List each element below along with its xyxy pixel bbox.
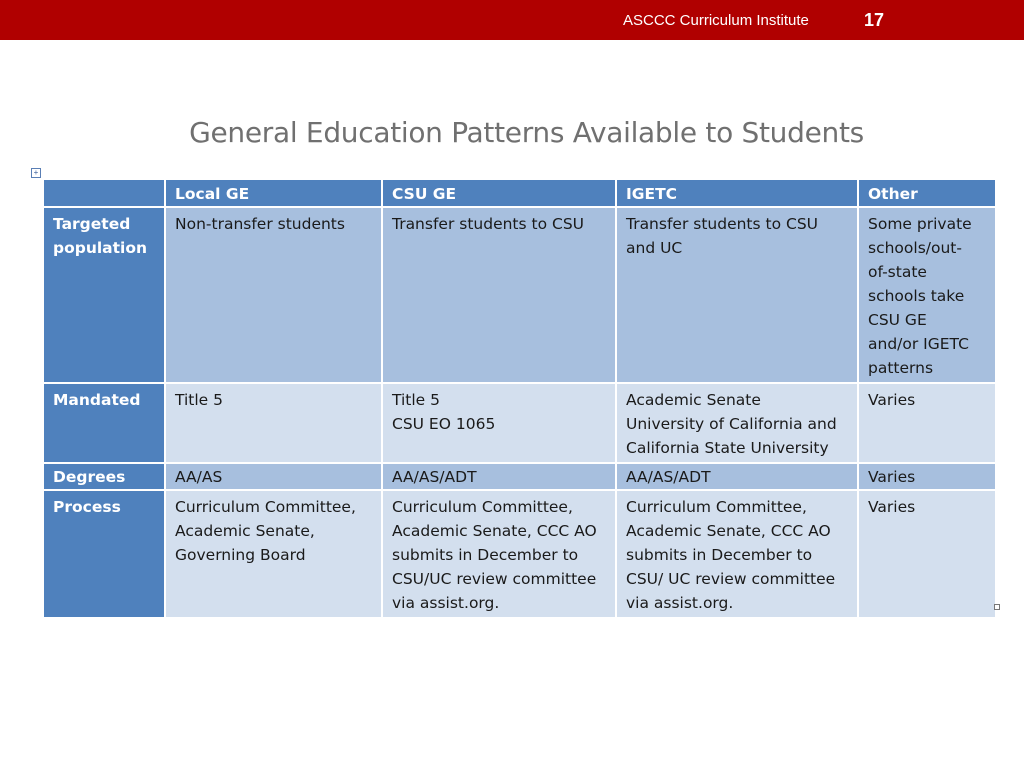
column-header: Other	[858, 179, 996, 207]
table-cell: Title 5 CSU EO 1065	[382, 383, 616, 463]
move-icon[interactable]: +	[31, 168, 41, 178]
row-header: Degrees	[43, 463, 165, 490]
row-header: Targeted population	[43, 207, 165, 383]
table-cell: Curriculum Committee, Academic Senate, CCC AO submits in December to CSU/UC review committee via assist.org.	[382, 490, 616, 618]
table-row	[43, 463, 996, 490]
row-header: Process	[43, 490, 165, 618]
page-number: 17	[864, 10, 885, 30]
table-cell: Title 5	[165, 383, 382, 463]
column-header	[43, 179, 165, 207]
table-cell: Curriculum Committee, Academic Senate, Governing Board	[165, 490, 382, 618]
table-cell: Transfer students to CSU and UC	[616, 207, 858, 383]
resize-icon[interactable]	[994, 604, 1000, 610]
institute-name: ASCCC Curriculum Institute	[623, 12, 809, 29]
header-bar	[0, 0, 1024, 40]
table-cell: Transfer students to CSU	[382, 207, 616, 383]
table-cell: Varies	[858, 383, 996, 463]
column-header: Local GE	[165, 179, 382, 207]
table-cell: AA/AS	[165, 463, 382, 490]
table-cell: Academic Senate University of California and California State University	[616, 383, 858, 463]
table-row	[43, 383, 996, 463]
ge-patterns-table	[42, 178, 997, 619]
table-cell: Non-transfer students	[165, 207, 382, 383]
slide-title: General Education Patterns Available to Students	[189, 116, 864, 149]
table-cell: AA/AS/ADT	[382, 463, 616, 490]
table-row	[43, 207, 996, 383]
table-cell: Varies	[858, 463, 996, 490]
table-cell: Some private schools/out- of-state schools take CSU GE and/or IGETC patterns	[858, 207, 996, 383]
column-header: CSU GE	[382, 179, 616, 207]
table-cell: Varies	[858, 490, 996, 618]
table-cell: Curriculum Committee, Academic Senate, CCC AO submits in December to CSU/ UC review committee via assist.org.	[616, 490, 858, 618]
column-header: IGETC	[616, 179, 858, 207]
table-header-row	[43, 179, 996, 207]
row-header: Mandated	[43, 383, 165, 463]
table-row	[43, 490, 996, 618]
table-cell: AA/AS/ADT	[616, 463, 858, 490]
